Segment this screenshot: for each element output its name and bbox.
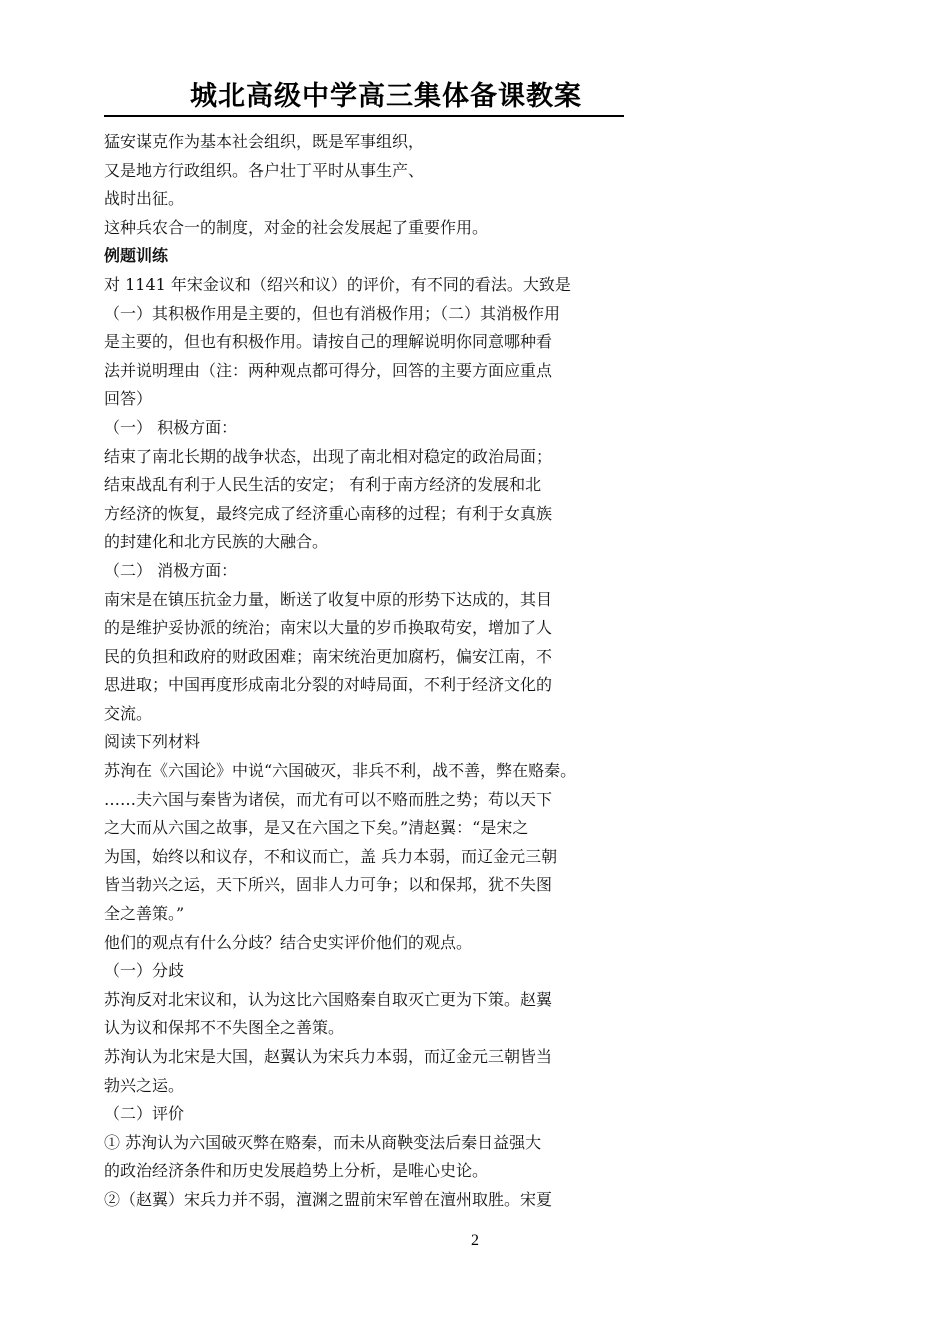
text-line: （二） 消极方面：: [104, 560, 238, 580]
text-line: 结束了南北长期的战争状态，出现了南北相对稳定的政治局面；: [104, 446, 553, 466]
text-line: ① 苏洵认为六国破灭弊在赂秦，而未从商鞅变法后秦日益强大: [104, 1132, 542, 1152]
text-line: 的是维护妥协派的统治；南宋以大量的岁币换取苟安，增加了人: [104, 618, 553, 638]
text-line: ②（赵翼）宋兵力并不弱，澶渊之盟前宋军曾在澶州取胜。宋夏: [104, 1189, 553, 1209]
text-line: （一）分歧: [104, 961, 185, 981]
text-line: 苏洵认为北宋是大国，赵翼认为宋兵力本弱，而辽金元三朝皆当: [104, 1047, 553, 1066]
text-line: 是主要的，但也有积极作用。请按自己的理解说明你同意哪种看: [104, 332, 553, 352]
text-line: 猛安谋克作为基本社会组织，既是军事组织，: [104, 132, 425, 151]
text-line: 南宋是在镇压抗金力量，断送了收复中原的形势下达成的，其目: [104, 589, 553, 609]
text-line: 勃兴之运。: [104, 1075, 185, 1095]
text-line: 全之善策。”: [104, 904, 185, 924]
page-number: 2: [471, 1232, 479, 1249]
text-line: （一） 积极方面：: [104, 417, 238, 437]
text-line: （二）评价: [104, 1104, 185, 1124]
text-line: 阅读下列材料: [104, 732, 201, 752]
text-line: 这种兵农合一的制度，对金的社会发展起了重要作用。: [104, 217, 489, 237]
text-line: 回答）: [104, 389, 153, 409]
text-line: 民的负担和政府的财政困难；南宋统治更加腐朽，偏安江南，不: [104, 646, 553, 666]
text-line: 他们的观点有什么分歧？结合史实评价他们的观点。: [104, 932, 473, 952]
document-body: [104, 128, 629, 1215]
text-line: 的封建化和北方民族的大融合。: [104, 532, 329, 552]
text-line: 认为议和保邦不不失图全之善策。: [104, 1018, 345, 1038]
text-line: 法并说明理由（注：两种观点都可得分，回答的主要方面应重点: [104, 360, 553, 380]
text-line: 苏洵在《六国论》中说“六国破灭，非兵不利，战不善，弊在赂秦。: [104, 761, 577, 781]
page-header: [104, 74, 624, 117]
text-line: 皆当勃兴之运，天下所兴，固非人力可争；以和保邦，犹不失图: [104, 875, 553, 895]
text-line: 又是地方行政组织。各户壮丁平时从事生产、: [104, 160, 425, 180]
text-line: 思进取；中国再度形成南北分裂的对峙局面，不利于经济文化的: [104, 675, 553, 695]
text-line: 之大而从六国之故事，是又在六国之下矣。”清赵翼：“是宋之: [104, 818, 529, 838]
header-title: 城北高级中学高三集体备课教案: [190, 81, 582, 112]
text-line: 为国，始终以和议存，不和议而亡，盖 兵力本弱，而辽金元三朝: [104, 846, 558, 866]
text-line: 交流。: [104, 703, 153, 723]
text-line: （一）其积极作用是主要的，但也有消极作用；（二）其消极作用: [104, 303, 561, 323]
text-line: 战时出征。: [104, 189, 185, 209]
text-line: 方经济的恢复，最终完成了经济重心南移的过程；有利于女真族: [104, 503, 553, 523]
section-heading: 例题训练: [104, 246, 169, 266]
text-line: ……夫六国与秦皆为诸侯，而尤有可以不赂而胜之势；苟以天下: [104, 789, 553, 809]
text-line: 苏洵反对北宋议和，认为这比六国赂秦自取灭亡更为下策。赵翼: [104, 989, 553, 1009]
text-line: 对 1141 年宋金议和（绍兴和议）的评价，有不同的看法。大致是: [104, 274, 571, 294]
text-line: 的政治经济条件和历史发展趋势上分析，是唯心史论。: [104, 1161, 489, 1181]
text-line: 结束战乱有利于人民生活的安定； 有利于南方经济的发展和北: [104, 475, 542, 495]
